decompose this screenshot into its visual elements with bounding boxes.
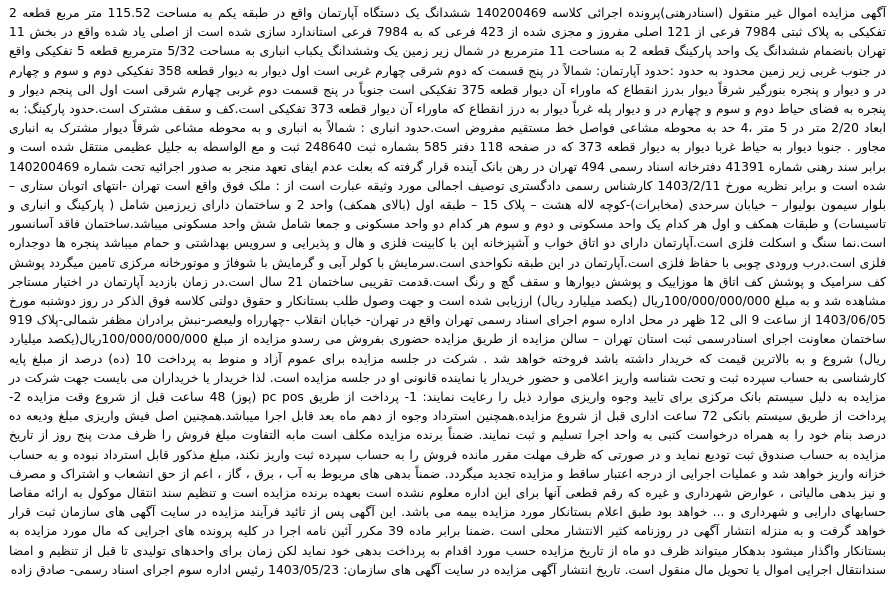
auction-notice-text: آگهی مزایده اموال غیر منقول (اسنادرهنی)پرونده اجرائی کلاسه 140200469 ششدانگ یک دستگاه آپارتمان واقع در طبقه یکم به مساحت 115.52 متر مربع قطعه 2 تفکیکی به پلاک ثبتی 7984 فرعی از 121 اصلی مفروز و مجزی شده از 423 فرعی که به 7984 فرعی استاندارد سازی شده است از اصلی یاد شده واقع در بخش 11 تهران بانضمام ششدانگ یک واحد پارکینگ قطعه 2 به مساحت 11 مترمربع در شمال زیر زمین یک وششدانگ یکباب انباری به مساحت 5/32 مترمربع قطعه 5 تفکیکی واقع در جنوب غربی زیر زمین محدود به حدود :حدود آپارتمان: شمالاً در پنج قسمت که دوم شرقی چهارم غربی است اول دیوار به دیوار قطعه 358 تفکیکی دوم و سوم و چهارم در و دیوار و پنجره بنورگیر شرقاً دیوار بدرز انقطاع که ماوراء آن دیوار قطعه 375 تفکیکی است جنوباً در پنج قسمت دوم غربی چهارم شرقی است اول الی پنجم دیوار و پنجره به فضای حیاط دوم و سوم و چهارم در و دیوار پله غرباً دیوار به درز انقطاع که ماوراء آن دیوار قطعه 373 تفکیکی است.کف و سقف مشترک است.حدود پارکینگ: به ابعاد 2/20 متر در 5 متر ،4 حد به محوطه مشاعی فواصل خط مستقیم مفروض است.حدود انباری : شمالاً به انباری و به محوطه مشاعی شرقاً دیوار مشترک به انباری مجاور . جنوبا دیوار به حیاط غربا دیوار به دیوار قطعه 373 که در صفحه 118 دفتر 585 بشماره ثبت 248640 ثبت و مع الواسطه به جلیل عظیمی منتقل شده است و برابر سند رهنی شماره 41391 دفترخانه اسناد رسمی 494 تهران در رهن بانک آینده قرار گرفته که بعلت عدم ایفای تعهد منجر به صدور اجرائیه تحت شماره 140200469 شده است و برابر نظریه مورخ 1403/2/11 کارشناس رسمی دادگستری توصیف اجمالی مورد وثیقه عبارت است از : ملک فوق واقع است تهران -انتهای اتوبان ستاری – بلوار سیمون بولیوار – خیابان سرحدی (مخابرات)-کوچه لاله هشت – پلاک 15 – طبقه اول (بالای همکف) واحد 2 و ساختمان دارای زیرزمین شامل ( پارکینگ و انباری و تاسیسات) و طبقات همکف و اول هر کدام یک واحد مسکونی و دوم و سوم هر کدام دو واحد مسکونی و جمعا شامل شش واحد مسکونی میباشد.ساختمان فاقد آسانسور است.نما سنگ و اسکلت فلزی است.آپارتمان دارای دو اتاق خواب و آشپزخانه اپن با کابینت فلزی و هال و پذیرایی و سرویس بهداشتی و حمام میباشد پنجره ها دوجداره فلزی است.درب ورودی چوبی با حفاظ فلزی است.آپارتمان در این طبقه نکواحدی است.سرمایش با کولر آبی و گرمایش با شوفاژ و موتورخانه مرکزی تامین میگردد پوشش کف سرامیک و پوشش کف اتاق ها موزاییک و پوشش دیوارها و سقف گچ و رنگ است.قدمت تقریبی ساختمان 21 سال است.در زمان بازدید آپارتمان در اختیار مستاجر مشاهده شد و به مبلغ 100/000/000/000ریال (یکصد میلیارد ریال) ارزیابی شده است و جهت وصول طلب بستانکار و حقوق دولتی کلاسه فوق الذکر در روز دوشنبه مورخ 1403/06/05 از ساعت 9 الی 12 ظهر در محل اداره سوم اجرای اسناد رسمی تهران واقع در تهران- خیابان انقلاب -چهارراه ولیعصر-نبش برادران مظفر شمالی-پلاک 919 ساختمان معاونت اجرای اسنادرسمی ثبت استان تهران – سالن مزایده از طریق مزایده حضوری بفروش می رسدو مزایده از مبلغ 100/000/000/000ریال(یکصد میلیارد ریال) شروع و به بالاترین قیمت که خریدار داشته باشد فروخته خواهد شد . شرکت در جلسه مزایده برای عموم آزاد و منوط به پرداخت 10 (ده) درصد از مبلغ پایه کارشناسی به حساب سپرده ثبت و تحت شناسه واریز اعلامی و حضور خریدار یا نماینده قانونی او در جلسه مزایده است. لذا خریدار یا خریداران می بایست جهت شرکت در مزایده به دلیل سیستم بانک مرکزی برای تایید وجوه واریزی موارد ذیل را رعایت نمایند: 1- پرداخت از طریق pc pos (پوز) 48 ساعت قبل از شروع وقت مزایده 2- پرداخت از طریق سیستم بانکی 72 ساعت اداری قبل از شروع مزایده.همچنین استرداد وجوه از دهم ماه بعد قابل اجرا میباشد.همچنین اصل فیش واریزی مبلغ ودیعه ده درصد بنام خود را به همراه درخواست کتبی به واحد اجرا تسلیم و ثبت نمایند. ضمناً برنده مزایده مکلف است مابه التفاوت مبلغ فروش را ظرف مدت پنج روز از تاریخ مزایده به حساب صندوق ثبت تودیع نماید و در صورتی که ظرف مهلت مقرر مانده فروش را به حساب سپرده ثبت واریز نکند، مبلغ مذکور قابل استرداد نبوده و به حساب خزانه واریز خواهد شد و عملیات اجرایی از درجه اعتبار ساقط و مزایده تجدید میگردد. ضمناً بدهی های مربوط به آب ، برق ، گاز ، اعم از حق انشعاب و اشتراک و مصرف و نیز بدهی مالیاتی ، عوارض شهرداری و غیره که رقم قطعی آنها برای این اداره معلوم نشده است بعهده برنده مزایده است و تنظیم سند انتقال موکول به ارائه مفاصا حسابهای دارایی و شهرداری و ... خواهد بود طبق اعلام بستانکار مورد مزایده بیمه می باشد. این آگهی پس از تائید فرآیند مزایده در سایت آگهی های سازمان ثبت قرار خواهد گرفت و به منزله انتشار آگهی در روزنامه کثیر الانتشار محلی است .ضمنا برابر ماده 39 مکرر آئین نامه اجرا در کلیه پرونده های اجرایی که مال مورد مزایده به بستانکار واگذار میشود بدهکار میتواند ظرف دو ماه از تاریخ مزایده حسب مورد اقدام به پرداخت بدهی خود نماید لکن زمان برای واحدهای تولیدی تا قبل از تنظیم و امضا سندانتقال اجرایی اموال یا تحویل مال منقول است. تاریخ انتشار آگهی مزایده در سایت آگهی های سازمان: 1403/05/23 رئیس اداره سوم اجرای اسناد رسمی- صادق زاده (9, 6, 887, 577)
